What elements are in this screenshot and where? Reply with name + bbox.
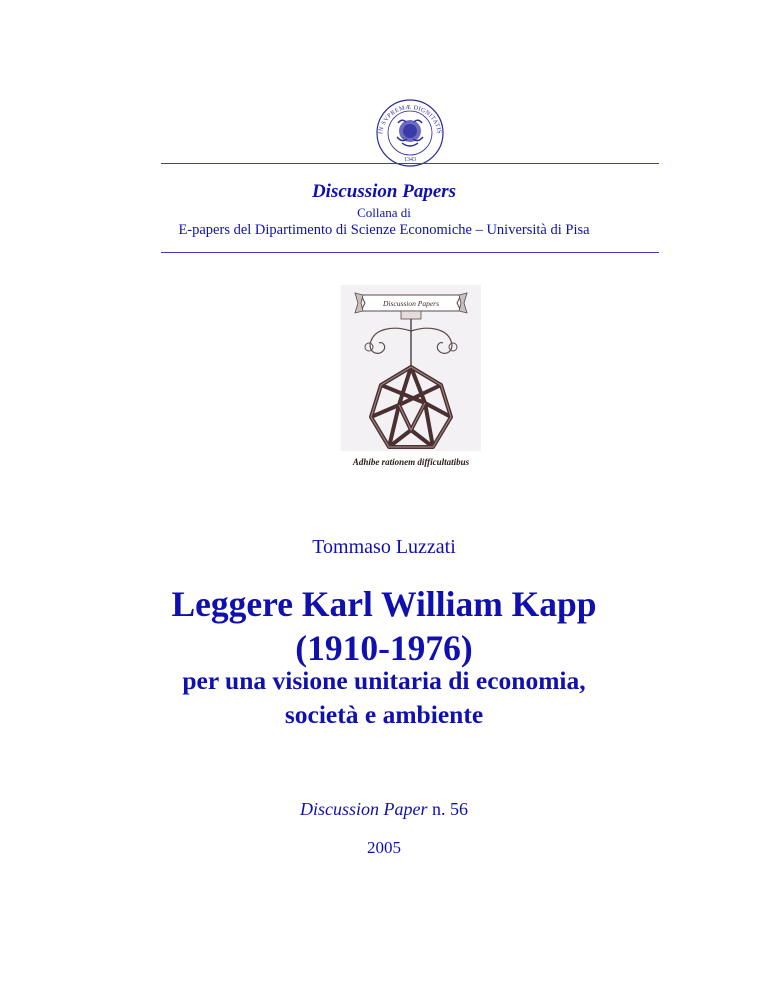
publication-year: 2005 (367, 838, 401, 857)
emblem-banner-text: Discussion Papers (382, 299, 440, 308)
collana-label: Collana di (357, 205, 411, 220)
department-line: E-papers del Dipartimento di Scienze Economiche – Università di Pisa (178, 222, 590, 238)
discussion-paper-num: n. 56 (427, 799, 468, 819)
discussion-paper-number (0, 799, 768, 820)
discussion-papers-emblem-icon (341, 285, 481, 470)
bottom-divider (161, 252, 659, 253)
paper-subtitle-line-1: per una visione unitaria di economia, (182, 666, 586, 695)
top-divider (161, 163, 659, 164)
author-name: Tommaso Luzzati (312, 536, 456, 558)
seal-year: 1343 (404, 157, 416, 163)
paper-subtitle-line-2: società e ambiente (284, 700, 484, 729)
discussion-paper-label: Discussion Paper (300, 799, 428, 819)
paper-title-line-2: (1910-1976) (295, 628, 473, 668)
seal-text: IN SVPREMÆ DIGNITATIS (377, 103, 443, 135)
emblem-motto: Adhibe rationem difficultatibus (352, 457, 470, 467)
university-seal-icon (374, 97, 446, 169)
paper-title-line-1: Leggere Karl William Kapp (171, 584, 597, 624)
series-title: Discussion Papers (311, 181, 457, 202)
